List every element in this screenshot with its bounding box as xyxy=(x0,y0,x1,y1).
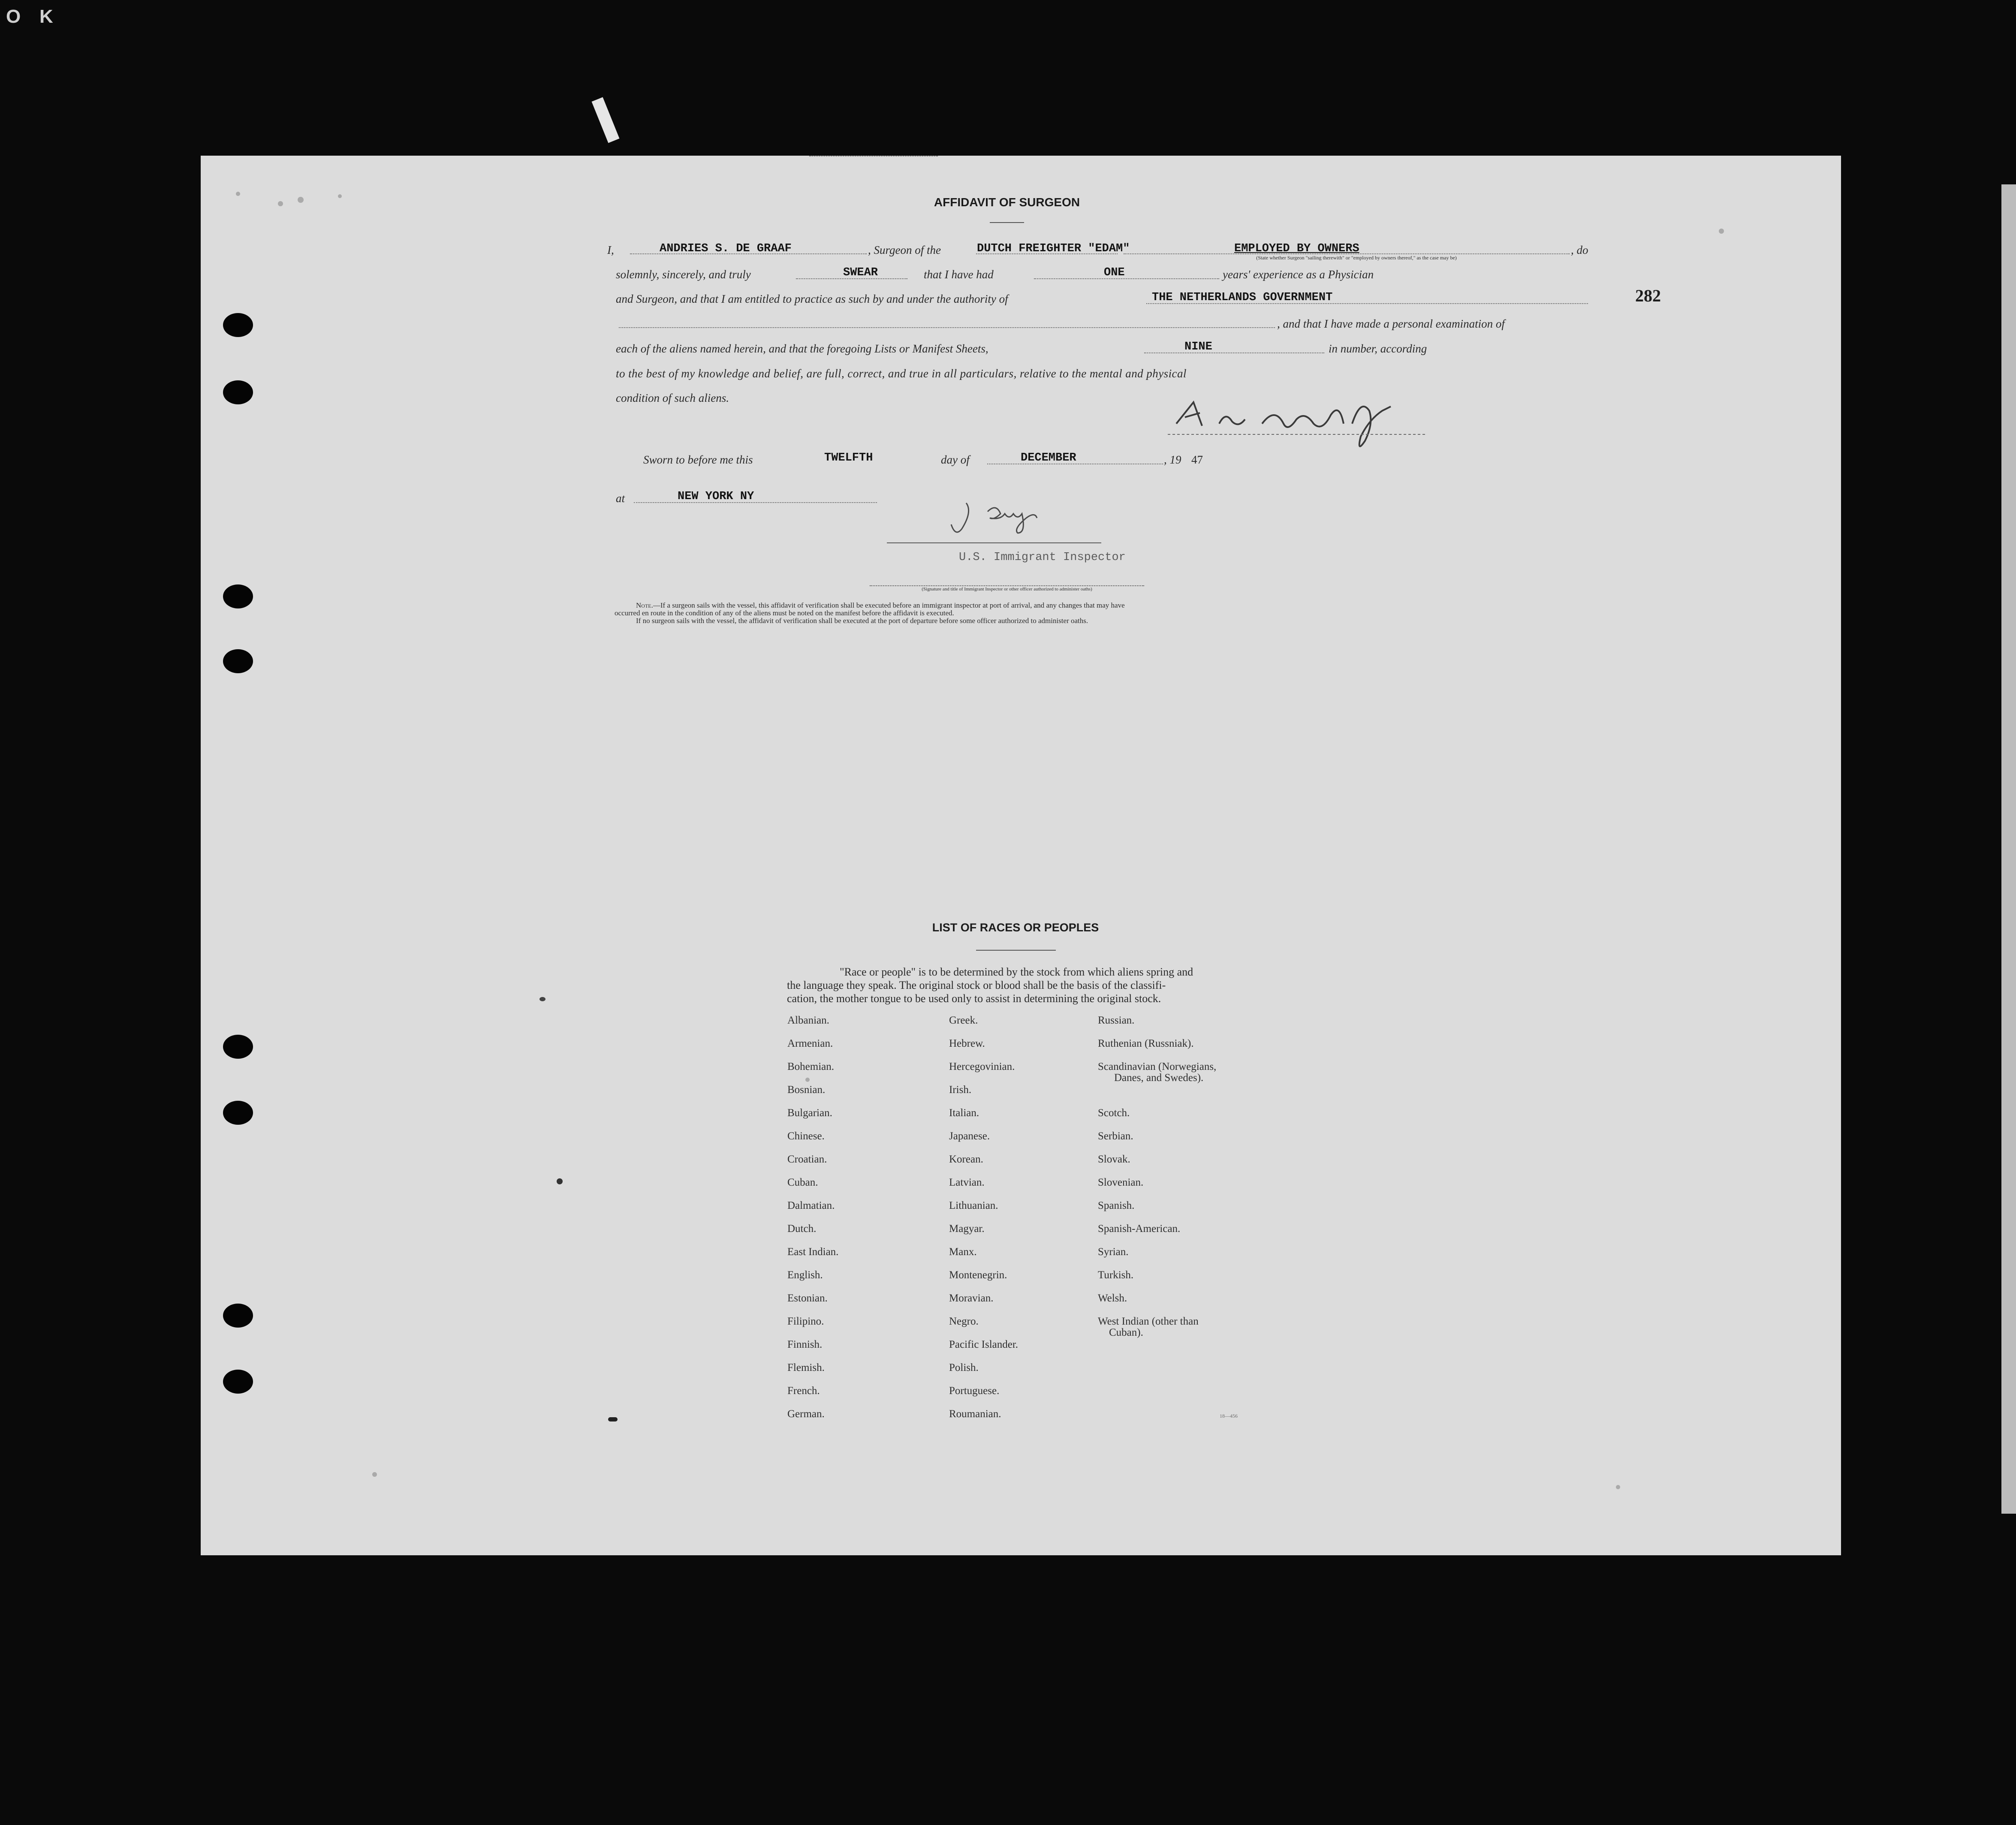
note-label: Note. xyxy=(636,601,653,609)
race-item: Albanian. xyxy=(787,1015,829,1026)
race-item: Polish. xyxy=(949,1362,979,1373)
punch-hole xyxy=(223,1304,253,1328)
races-title: LIST OF RACES OR PEOPLES xyxy=(932,921,1099,934)
race-item: Filipino. xyxy=(787,1316,824,1327)
race-item: Spanish. xyxy=(1098,1200,1135,1211)
dust-speck xyxy=(805,1078,810,1082)
inspector-signature xyxy=(949,494,1078,542)
manifest-sheet-count: NINE xyxy=(1184,340,1212,353)
affidavit-line2-a: solemnly, sincerely, and truly xyxy=(616,268,751,281)
note-paragraph xyxy=(615,602,1584,609)
affidavit-line7: condition of such aliens. xyxy=(616,392,729,404)
note-text-1: —If a surgeon sails with the vessel, this affidavit of verification shall be executed before an immigrant inspector at port of arrival, and any changes that may have xyxy=(653,601,1125,609)
dust-speck xyxy=(338,194,342,198)
race-item: Bulgarian. xyxy=(787,1107,832,1119)
race-item: Slovak. xyxy=(1098,1153,1130,1165)
race-item: Russian. xyxy=(1098,1015,1135,1026)
punch-hole xyxy=(223,313,253,337)
race-item: Hercegovinian. xyxy=(949,1061,1015,1072)
dust-speck xyxy=(1719,229,1724,234)
race-item: Japanese. xyxy=(949,1130,990,1142)
race-item: Hebrew. xyxy=(949,1038,985,1049)
inspector-rule xyxy=(887,542,1101,543)
affidavit-line2-c: years' experience as a Physician xyxy=(1223,268,1374,281)
affidavit-line6: to the best of my knowledge and belief, are full, correct, and true in all particulars, relative to the mental and physical xyxy=(616,367,1187,380)
field-underline xyxy=(1034,278,1219,279)
punch-hole xyxy=(223,380,253,404)
race-item: Cuban. xyxy=(787,1177,818,1188)
sworn-year-prefix: , 19 xyxy=(1164,453,1181,466)
race-item: Turkish. xyxy=(1098,1269,1134,1281)
note-text-2: occurred en route in the condition of any of the aliens must be noted on the manifest before the affidavit is executed. xyxy=(615,609,954,617)
ink-blot xyxy=(557,1178,563,1184)
page-number: 282 xyxy=(1635,286,1661,305)
surgeon-signature xyxy=(1168,394,1434,458)
ink-blot xyxy=(608,1417,618,1421)
race-item: Welsh. xyxy=(1098,1292,1127,1304)
race-item: English. xyxy=(787,1269,823,1281)
note-text-3: If no surgeon sails with the vessel, the affidavit of verification shall be executed at the port of departure before some officer authorized to administer oaths. xyxy=(636,617,1088,625)
dust-speck xyxy=(372,1472,377,1477)
race-item: Scotch. xyxy=(1098,1107,1130,1119)
field-underline xyxy=(619,327,1275,328)
race-item: West Indian (other than xyxy=(1098,1316,1199,1327)
race-item: Scandinavian (Norwegians, xyxy=(1098,1061,1217,1072)
surgeon-name: ANDRIES S. DE GRAAF xyxy=(660,242,792,255)
race-item: Negro. xyxy=(949,1316,979,1327)
inspector-caption: (Signature and title of Immigrant Inspector or other officer authorized to administer oaths) xyxy=(922,587,1092,592)
races-intro-3: cation, the mother tongue to be used only to assist in determining the original stock. xyxy=(787,992,1161,1005)
race-item: Serbian. xyxy=(1098,1130,1133,1142)
race-item: Korean. xyxy=(949,1153,983,1165)
race-item-continued: Danes, and Swedes). xyxy=(1114,1072,1204,1084)
sworn-year: 47 xyxy=(1191,453,1203,466)
races-intro-2: the language they speak. The original stock or blood shall be the basis of the classifi- xyxy=(787,979,1166,991)
race-item: Estonian. xyxy=(787,1292,828,1304)
paper-scrap xyxy=(592,97,620,143)
title-rule xyxy=(990,222,1024,223)
field-underline xyxy=(634,502,877,503)
race-item: French. xyxy=(787,1385,820,1397)
form-code: 18—456 xyxy=(1220,1413,1238,1419)
ink-blot xyxy=(539,997,545,1001)
race-item: Slovenian. xyxy=(1098,1177,1144,1188)
race-item: Dutch. xyxy=(787,1223,817,1235)
oath-type: SWEAR xyxy=(843,266,878,279)
punch-hole xyxy=(223,1370,253,1394)
race-item: Italian. xyxy=(949,1107,979,1119)
film-corner-mark-right: K xyxy=(39,6,53,27)
caption-rule xyxy=(870,585,1144,586)
affidavit-line1-prefix: I, xyxy=(607,244,614,256)
sworn-place: NEW YORK NY xyxy=(678,490,754,503)
race-item: Roumanian. xyxy=(949,1408,1001,1420)
licensing-authority: THE NETHERLANDS GOVERNMENT xyxy=(1152,291,1333,304)
race-item: Irish. xyxy=(949,1084,972,1096)
affidavit-line1-label: , Surgeon of the xyxy=(868,244,941,256)
field-underline xyxy=(1144,352,1324,353)
punch-hole xyxy=(223,1035,253,1059)
race-item-continued: Cuban). xyxy=(1109,1327,1143,1338)
race-item: Bohemian. xyxy=(787,1061,835,1072)
race-item: Flemish. xyxy=(787,1362,825,1373)
field-underline xyxy=(809,156,938,157)
race-item: Spanish-American. xyxy=(1098,1223,1181,1235)
affidavit-line3-a: and Surgeon, and that I am entitled to practice as such by and under the authority of xyxy=(616,292,1008,305)
race-item: Finnish. xyxy=(787,1339,823,1350)
race-item: Lithuanian. xyxy=(949,1200,998,1211)
punch-hole xyxy=(223,1101,253,1125)
race-item: Greek. xyxy=(949,1015,978,1026)
race-item: Bosnian. xyxy=(787,1084,826,1096)
affidavit-line5-a: each of the aliens named herein, and that the foregoing Lists or Manifest Sheets, xyxy=(616,342,988,355)
document-page xyxy=(201,156,1841,1555)
affidavit-title: AFFIDAVIT OF SURGEON xyxy=(934,196,1080,209)
sworn-month: DECEMBER xyxy=(1021,452,1076,464)
inspector-title: U.S. Immigrant Inspector xyxy=(959,551,1126,564)
race-item: Croatian. xyxy=(787,1153,827,1165)
punch-hole xyxy=(223,649,253,673)
race-item: Montenegrin. xyxy=(949,1269,1007,1281)
affidavit-line4: , and that I have made a personal examination of xyxy=(1277,317,1505,330)
race-item: Portuguese. xyxy=(949,1385,1000,1397)
affidavit-line1-suffix: , do xyxy=(1571,244,1588,256)
dust-speck xyxy=(278,201,283,206)
race-item: Magyar. xyxy=(949,1223,985,1235)
race-item: Latvian. xyxy=(949,1177,985,1188)
race-item: East Indian. xyxy=(787,1246,839,1258)
race-item: Manx. xyxy=(949,1246,977,1258)
sworn-day: TWELFTH xyxy=(824,452,873,464)
dust-speck xyxy=(298,197,304,203)
place-label: at xyxy=(616,492,625,505)
punch-hole xyxy=(223,584,253,608)
race-item: Dalmatian. xyxy=(787,1200,835,1211)
race-item: German. xyxy=(787,1408,825,1420)
dust-speck xyxy=(236,192,240,196)
race-item: Chinese. xyxy=(787,1130,825,1142)
years-experience: ONE xyxy=(1104,266,1125,279)
race-item: Ruthenian (Russniak). xyxy=(1098,1038,1194,1049)
sworn-label: Sworn to before me this xyxy=(643,453,753,466)
employment-instruction: (State whether Surgeon "sailing therewith" or "employed by owners thereof," as the case may be) xyxy=(1256,255,1457,261)
races-intro-1: "Race or people" is to be determined by the stock from which aliens spring and xyxy=(840,966,1193,978)
race-item: Armenian. xyxy=(787,1038,833,1049)
surgeon-employment: EMPLOYED BY OWNERS xyxy=(1234,242,1359,255)
affidavit-line5-b: in number, according xyxy=(1329,342,1427,355)
dust-speck xyxy=(1616,1485,1620,1489)
race-item: Moravian. xyxy=(949,1292,994,1304)
vessel-name: DUTCH FREIGHTER "EDAM" xyxy=(977,242,1130,255)
race-item: Pacific Islander. xyxy=(949,1339,1019,1350)
film-corner-mark-left: O xyxy=(6,6,21,27)
races-title-rule xyxy=(976,950,1056,951)
sworn-day-label: day of xyxy=(941,453,970,466)
race-item: Syrian. xyxy=(1098,1246,1129,1258)
affidavit-line2-b: that I have had xyxy=(924,268,994,281)
adjacent-frame-edge xyxy=(2001,184,2016,1514)
